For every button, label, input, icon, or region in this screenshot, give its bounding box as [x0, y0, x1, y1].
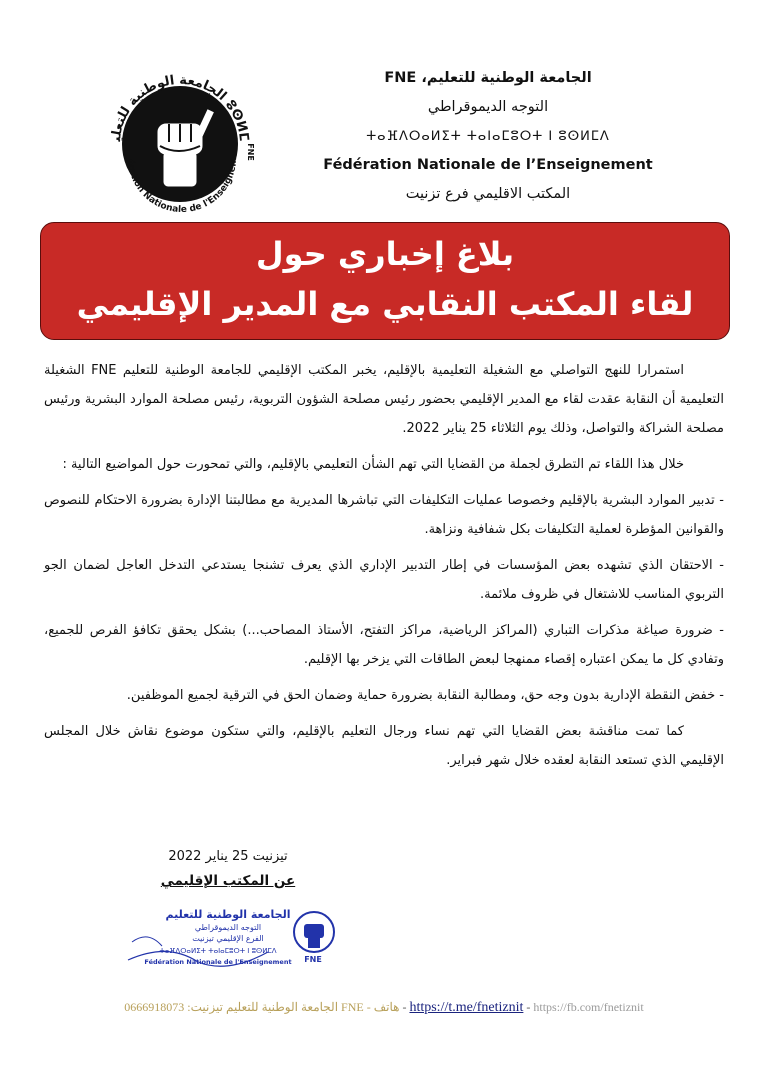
banner-title-line1: بلاغ إخباري حول [255, 235, 515, 273]
stamp-line: الجامعة الوطنية للتعليم [165, 908, 291, 921]
union-stamp [118, 902, 338, 982]
union-name-ar: الجامعة الوطنية للتعليم، FNE [384, 70, 592, 86]
stamp-line: التوجه الديموقراطي [194, 923, 262, 932]
stamp-line: ⵜⴰⴼⴷⵔⴰⵍⵉⵜ ⵜⴰⵏⴰⵎⵓⵔⵜ ⵏ ⵓⵙⵍⵎⴷ [159, 947, 277, 955]
signature-office: عن المكتب الإقليمي [160, 873, 296, 889]
closing-paragraph: كما تمت مناقشة بعض القضايا التي تهم نساء ورجال التعليم بالإقليم، والتي ستكون موضوع نقاش خلال المجلس الإقليمي الذي تستعد النقابة لعقده خلال شهر فبراير. [44, 724, 724, 768]
signature-date: تيزنيت 25 يناير 2022 [168, 849, 288, 864]
stamp-fist-icon [294, 912, 334, 952]
fne-logo [98, 62, 262, 226]
topic-item: - تدبير الموارد البشرية بالإقليم وخصوصا عمليات التكليفات التي تباشرها المديرية مع مطالبتنا الإدارة بضرورة الاحتكام للنصوص والقوانين المؤطرة لعملية التكليفات بكل شفافية ونزاهة. [44, 493, 724, 537]
footer-separator: - [402, 1000, 407, 1014]
union-name-fr: Fédération Nationale de l’Enseignement [323, 157, 653, 173]
footer-separator: - [526, 1000, 531, 1014]
branch-name: المكتب الاقليمي فرع تزنيت [405, 186, 571, 202]
topics-intro: خلال هذا اللقاء تم التطرق لجملة من القضايا التي تهم الشأن التعليمي بالإقليم، والتي تمحورت حول المواضيع التالية : [62, 457, 684, 472]
communique-body [44, 356, 724, 782]
raised-fist-pen-icon [98, 62, 262, 226]
logo-arc-text: الجامعة الوطنية للتعلي ⵓⵙⵍⵎ [109, 72, 252, 143]
telegram-link[interactable]: https://t.me/fnetiznit [409, 1000, 524, 1015]
intro-paragraph: استمرارا للنهج التواصلي مع الشغيلة التعليمية بالإقليم، يخبر المكتب الإقليمي للجامعة الوطنية للتعليم FNE الشغيلة التعليمية أن النقابة عقدت لقاء مع المدير الإقليمي بحضور رئيس مصلحة الشؤون التربوية، رئيس مصلحة الموارد البشرية ورئيس مصلحة الشراكة والتواصل، وذلك يوم الثلاثاء 25 يناير 2022. [44, 363, 724, 436]
stamp-line: الفرع الإقليمي تيزنيت [192, 934, 264, 943]
union-orientation: التوجه الديموقراطي [427, 99, 549, 115]
title-banner [40, 222, 730, 340]
stamp-line: Fédération Nationale de l'Enseignement [144, 958, 292, 966]
topic-item: - خفض النقطة الإدارية بدون وجه حق، ومطالبة النقابة بضرورة حماية وضمان الحق في الترقية لجميع الموظفين. [126, 688, 724, 703]
page-footer [0, 1000, 768, 1016]
logo-fr-text: ération Nationale de l'Enseignem [124, 156, 240, 216]
banner-title-line2: لقاء المكتب النقابي مع المدير الإقليمي [76, 285, 694, 323]
facebook-link[interactable]: https://fb.com/fnetiznit [533, 1000, 644, 1014]
logo-abbr: FNE [246, 143, 255, 161]
topic-item: - الاحتقان الذي تشهده بعض المؤسسات في إطار التدبير الإداري الذي يعرف تشنجا يستدعي التدخل العاجل لضمان الجو التربوي المناسب للاشتغال في ظروف ملائمة. [44, 558, 724, 602]
signature-block [158, 846, 298, 894]
union-name-tifinagh: ⵜⴰⴼⴷⵔⴰⵍⵉⵜ ⵜⴰⵏⴰⵎⵓⵔⵜ ⵏ ⵓⵙⵍⵎⴷ [366, 129, 610, 144]
footer-contact: 0666918073 :الجامعة الوطنية للتعليم تيزنيت FNE - هاتف [124, 1000, 400, 1014]
stamp-abbr: FNE [304, 955, 322, 964]
letterhead [308, 64, 668, 209]
topic-item: - ضرورة صياغة مذكرات التباري (المراكز الرياضية، مراكز التفتح، الأستاذ المصاحب...) بشكل يحقق تكافؤ الفرص للجميع، وتفادي كل ما يمكن اعتباره إقصاء ممنهجا لبعض الطاقات التي يزخر بها الإقليم. [44, 623, 724, 667]
